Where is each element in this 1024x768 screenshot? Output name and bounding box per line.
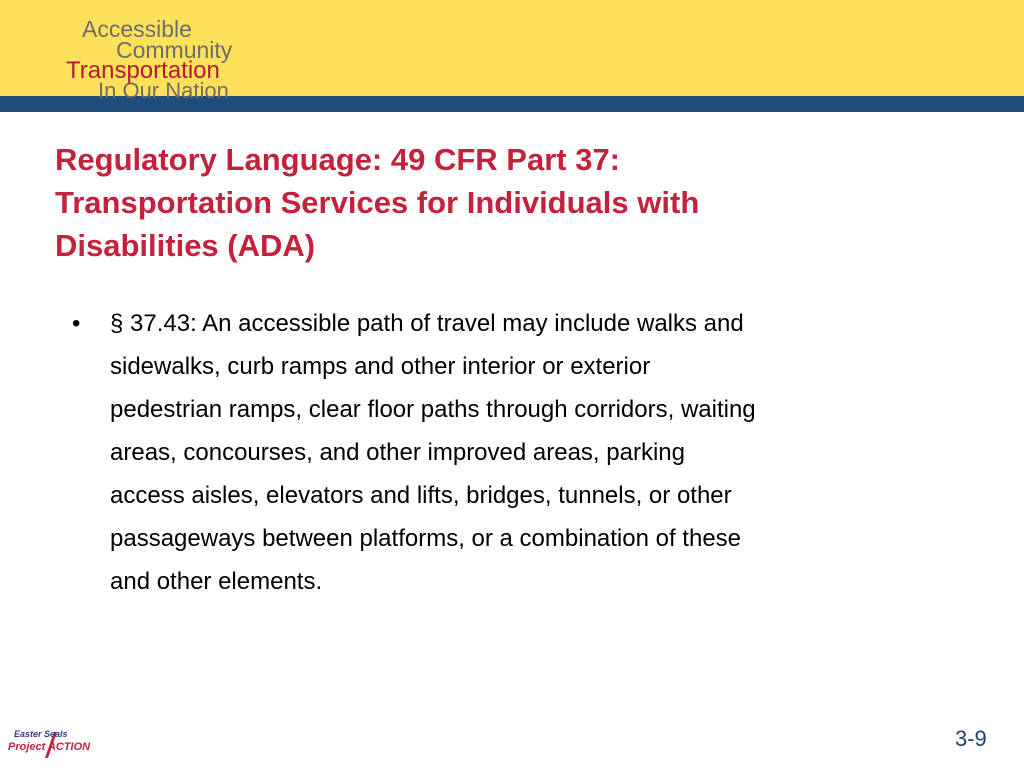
logo-line-1: Accessible: [82, 16, 192, 42]
bullet-line-5: access aisles, elevators and lifts, bridges, tunnels, or other: [110, 482, 732, 509]
page-number: 3-9: [955, 726, 987, 751]
title-line-2: Transportation Services for Individuals with: [55, 185, 700, 220]
bullet-line-7: and other elements.: [110, 568, 323, 595]
slide-title: [55, 138, 955, 267]
footer-logo-line-1: Easter Seals: [14, 729, 68, 739]
logo-line-3: Transportation: [66, 57, 220, 84]
footer-logo-line-2: Project ACTION: [8, 741, 91, 753]
logo-line-4: In Our Nation: [98, 78, 229, 103]
logo: [66, 14, 266, 103]
bullet-line-3: pedestrian ramps, clear floor paths through corridors, waiting: [110, 396, 756, 423]
logo-line-2: Community: [116, 37, 233, 63]
title-line-3: Disabilities (ADA): [55, 228, 316, 263]
bullet-line-2: sidewalks, curb ramps and other interior or exterior: [110, 353, 651, 380]
bullet-line-6: passageways between platforms, or a combination of these: [110, 525, 742, 552]
bullet-line-4: areas, concourses, and other improved areas, parking: [110, 439, 685, 466]
bullet-line-1: § 37.43: An accessible path of travel may include walks and: [110, 310, 744, 337]
easter-seals-logo: [8, 729, 91, 760]
title-line-1: Regulatory Language: 49 CFR Part 37:: [55, 142, 621, 177]
bullet-text: [110, 302, 930, 603]
bullet-marker: •: [72, 310, 81, 337]
